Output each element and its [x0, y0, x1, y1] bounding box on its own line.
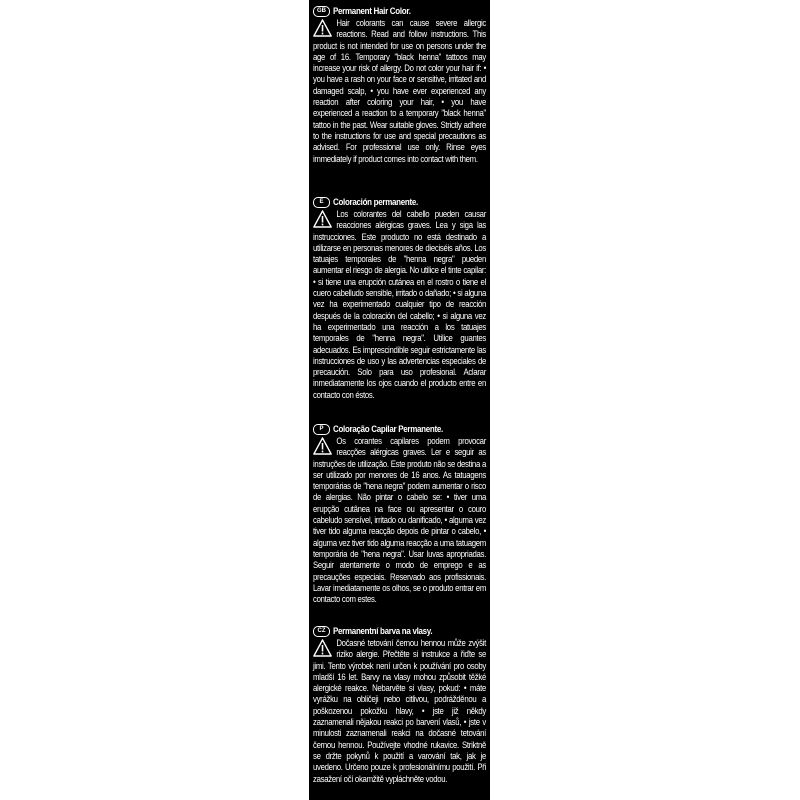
section-p [313, 423, 486, 605]
section-header [313, 5, 486, 17]
section-title: Coloración permanente. [333, 197, 418, 207]
section-title: Permanentní barva na vlasy. [333, 626, 433, 636]
section-e [313, 196, 486, 401]
section-title: Permanent Hair Color. [333, 6, 411, 16]
section-header [313, 196, 486, 208]
section-body [313, 638, 486, 785]
warning-triangle-icon [313, 19, 332, 37]
warning-text: Os corantes capilares podem provocar reacções alérgicas graves. Ler e seguir as instruções de utilização. Este produto não se destina a ser utilizado por menores de 16 anos. As tatuagens temporárias de "hena negra" podem aumentar o risco de alergias. Não pintar o cabelo se: • tiver uma erupção cutânea na face ou apresentar o couro cabeludo sensível, irritado ou danificado, • alguma vez tiver tido alguma reacção depois de pintar o cabelo, • alguma vez tiver tido alguma reacção a uma tatuagem temporária de "hena negra". Usar luvas apropriadas. Seguir atentamente o modo de emprego e as precauções especiais. Reservado aos profissionais. Lavar imediatamente os olhos, se o produto entrar em contacto com estes. [313, 436, 486, 605]
warning-triangle-icon [313, 639, 332, 657]
warning-text: Dočasné tetování černou hennou může zvýšit riziko alergie. Přečtěte si instrukce a řiďte se jimi. Tento výrobek není určen k používání pro osoby mladší 16 let. Barvy na vlasy mohou způsobit těžké alergické reakce. Nebarvěte si vlasy, pokud: • máte vyrážku na obličeji nebo citlivou, podrážděnou a poškozenou pokožku hlavy, • jste již někdy zaznamenali nějakou reakci po barvení vlasů, • jste v minulosti zaznamenali reakci na dočasné tetování černou hennou. Používejte vhodné rukavice. Striktně se držte pokynů k použití a varování tak, jak je uvedeno. Určeno pouze k profesionálnímu použití. Při zasažení očí okamžitě vypláchněte vodou. [313, 638, 486, 784]
section-cz [313, 625, 486, 785]
country-code-badge: P [313, 424, 330, 435]
section-body [313, 209, 486, 401]
section-gb [313, 5, 486, 165]
section-body [313, 18, 486, 165]
section-body [313, 436, 486, 605]
warning-text: Hair colorants can cause severe allergic reactions. Read and follow instructions. This product is not intended for use on persons under the age of 16. Temporary "black henna" tattoos may increase your risk of allergy. Do not color your hair if: • you have a rash on your face or sensitive, irritated and damaged scalp, • you have ever experienced any reaction after coloring your hair, • you have experienced a reaction to a temporary "black henna" tattoo in the past. Wear suitable gloves. Strictly adhere to the instructions for use and special precautions as advised. For professional use only. Rinse eyes immediately if product comes into contact with them. [313, 18, 486, 164]
country-code-badge: GB [313, 6, 330, 17]
warning-text: Los colorantes del cabello pueden causar reacciones alérgicas graves. Lea y siga las instrucciones. Este producto no está destinado a utilizarse en personas menores de dieciséis años. Los tatuajes temporales de "henna negra" pueden aumentar el riesgo de alergia. No utilice el tinte capilar: • si tiene una erupción cutánea en el rostro o tiene el cuero cabelludo sensible, irritado o dañado; • si alguna vez ha experimentado cualquier tipo de reacción después de la coloración del cabello; • si alguna vez ha experimentado una reacción a los tatuajes temporales de "henna negra". Utilice guantes adecuados. Es imprescindible seguir estrictamente las instrucciones de uso y las advertencias especiales de precaución. Solo para uso profesional. Aclarar inmediatamente los ojos cuando el producto entre en contacto con éstos. [313, 209, 486, 400]
section-header [313, 423, 486, 435]
warning-triangle-icon [313, 437, 332, 455]
warning-triangle-icon [313, 210, 332, 228]
country-code-badge: CZ [313, 626, 330, 637]
label-strip [309, 0, 490, 800]
country-code-badge: E [313, 197, 330, 208]
section-header [313, 625, 486, 637]
section-title: Coloração Capilar Permanente. [333, 424, 443, 434]
